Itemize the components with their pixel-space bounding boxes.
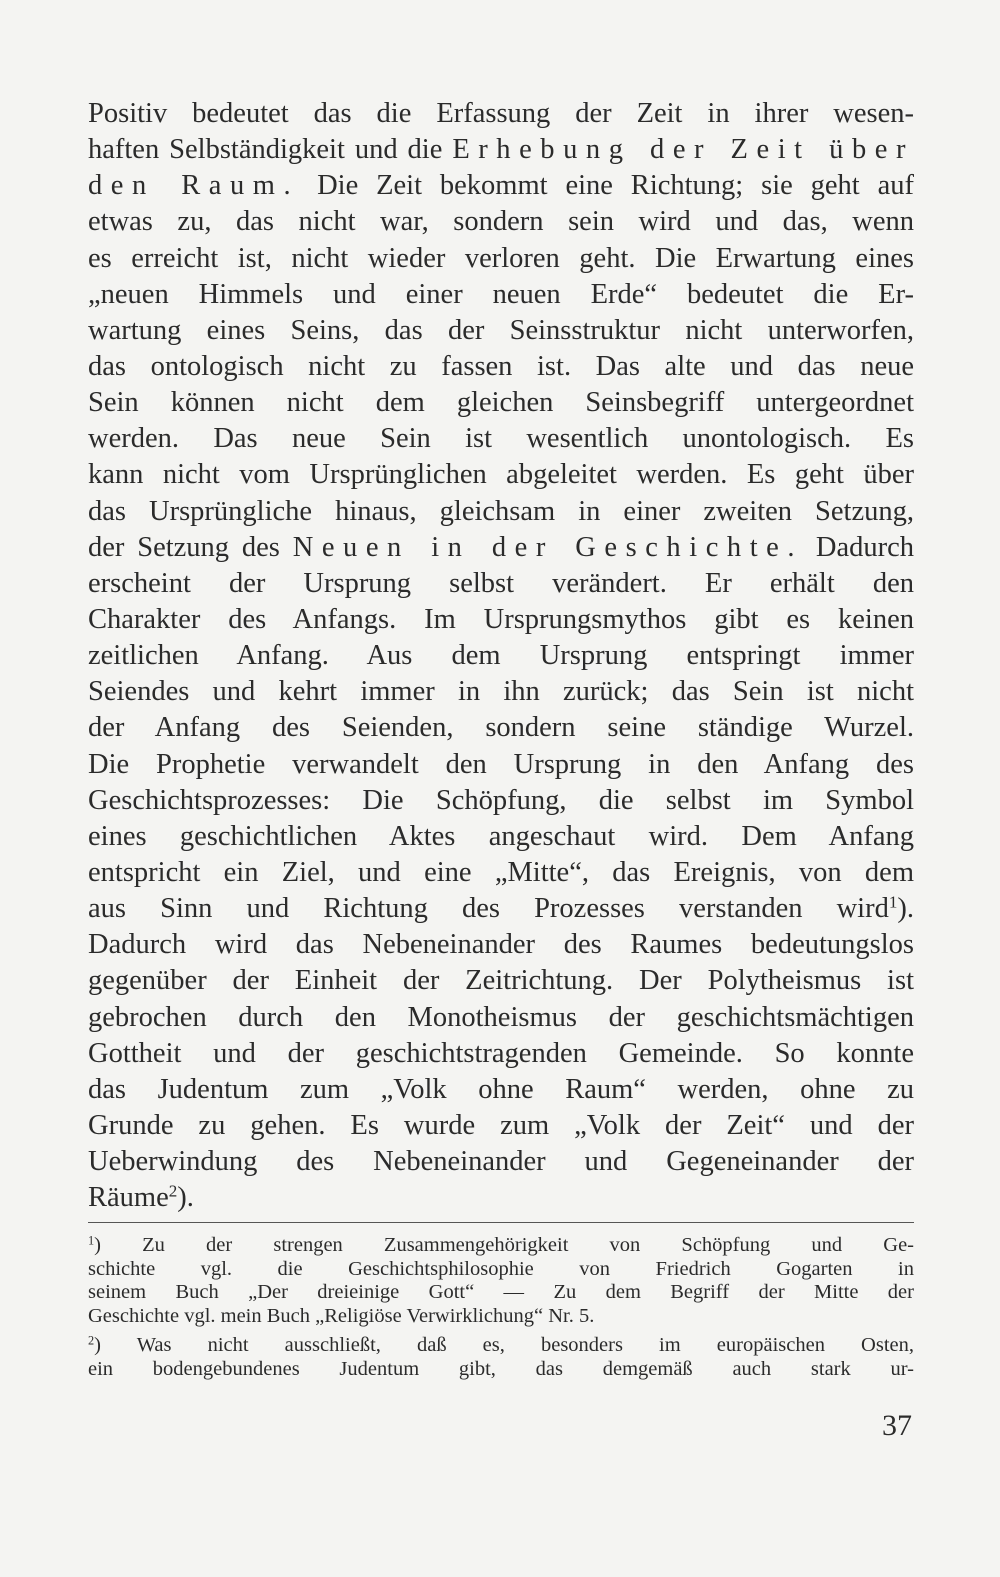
text-line: das Ursprüngliche hinaus, gleichsam in einer zweiten Setzung, (88, 495, 914, 527)
footnote-line (88, 1334, 914, 1358)
footnote-marker: 2 (88, 1333, 95, 1348)
text-line: werden. Das neue Sein ist wesentlich unontologisch. Es (88, 423, 914, 455)
footnote-marker-paren: ) (94, 1334, 137, 1357)
footnote-text: ein bodengebundenes Judentum gibt, das demgemäß auch stark ur- (88, 1357, 914, 1380)
text-line: Gottheit und der geschichtstragenden Gemeinde. So konnte (88, 1037, 914, 1069)
text-line: erscheint der Ursprung selbst verändert. Er erhält den (88, 567, 914, 599)
footnote (88, 1334, 914, 1381)
page-number: 37 (882, 1409, 912, 1442)
footnote-text: schichte vgl. die Geschichtsphilosophie von Friedrich Gogarten in (88, 1257, 914, 1280)
text-line: das Judentum zum „Volk ohne Raum“ werden, ohne zu (88, 1073, 914, 1105)
text-line (88, 530, 914, 566)
footnote-marker: 1 (88, 1233, 95, 1248)
footnote-marker-paren: ) (94, 1234, 143, 1256)
text-line: das ontologisch nicht zu fassen ist. Das alte und das neue (88, 350, 914, 382)
text-line: etwas zu, das nicht war, sondern sein wird und das, wenn (88, 206, 914, 238)
text-line (88, 1180, 914, 1216)
footnote-marker: 2 (168, 1181, 178, 1201)
text-segment: Räume (88, 1182, 169, 1214)
footnote-text: Zu der strengen Zusammengehörigkeit von Schöpfung und Ge- (142, 1234, 914, 1256)
footnote-text: Was nicht ausschließt, daß es, besonders im europäischen Osten, (136, 1334, 914, 1357)
text-line: Grunde zu gehen. Es wurde zum „Volk der Zeit“ und der (88, 1109, 914, 1141)
text-line: der Anfang des Seienden, sondern seine ständige Wurzel. (88, 712, 914, 744)
text-line: Positiv bedeutet das die Erfassung der Zeit in ihrer wesen- (88, 98, 914, 129)
text-line: Seiendes und kehrt immer in ihn zurück; das Sein ist nicht (88, 676, 914, 708)
text-line: es erreicht ist, nicht wieder verloren geht. Die Erwartung eines (88, 242, 914, 274)
text-segment: haften Selbständigkeit und die (88, 134, 453, 166)
main-text (88, 96, 914, 1216)
footnote-line (88, 1358, 914, 1382)
footnote-separator (88, 1222, 914, 1223)
footnote-line (88, 1234, 914, 1258)
text-line: kann nicht vom Ursprünglichen abgeleitet werden. Es geht über (88, 459, 914, 491)
text-segment: ). (897, 893, 914, 925)
text-segment: Dadurch (803, 531, 914, 563)
text-line: Charakter des Anfangs. Im Ursprungsmythos gibt es keinen (88, 603, 914, 635)
text-line (88, 891, 914, 927)
text-line: zeitlichen Anfang. Aus dem Ursprung entspringt immer (88, 640, 914, 672)
text-line: Dadurch wird das Nebeneinander des Raumes bedeutungslos (88, 929, 914, 961)
text-line: entspricht ein Ziel, und eine „Mitte“, das Ereignis, von dem (88, 856, 914, 888)
emphasized-spaced-text: Erhebung der Zeit über (452, 134, 914, 166)
text-line (88, 132, 914, 168)
text-line: Die Prophetie verwandelt den Ursprung in den Anfang des (88, 748, 914, 780)
text-line: gegenüber der Einheit der Zeitrichtung. Der Polytheismus ist (88, 965, 914, 997)
text-line: „neuen Himmels und einer neuen Erde“ bedeutet die Er- (88, 278, 914, 310)
footnote-marker: 1 (888, 892, 898, 912)
text-line: gebrochen durch den Monotheismus der geschichtsmächtigen (88, 1001, 914, 1033)
footnote-text: Geschichte vgl. mein Buch „Religiöse Verwirklichung“ Nr. 5. (88, 1304, 595, 1327)
text-segment: aus Sinn und Richtung des Prozesses verstanden wird (88, 893, 889, 925)
text-line: Sein können nicht dem gleichen Seinsbegriff untergeordnet (88, 387, 914, 419)
emphasized-spaced-text: den Raum. (88, 170, 300, 202)
footnotes (88, 1234, 914, 1382)
footnote-text: seinem Buch „Der dreieinige Gott“ — Zu dem Begriff der Mitte der (88, 1281, 914, 1304)
footnote-line (88, 1305, 914, 1329)
emphasized-spaced-text: Neuen in der Geschichte. (292, 531, 804, 563)
text-line: Ueberwindung des Nebeneinander und Gegeneinander der (88, 1146, 914, 1178)
text-line: eines geschichtlichen Aktes angeschaut wird. Dem Anfang (88, 820, 914, 852)
text-segment: ). (177, 1182, 194, 1214)
text-line: Geschichtsprozesses: Die Schöpfung, die selbst im Symbol (88, 784, 914, 816)
footnote-line (88, 1281, 914, 1305)
text-segment: der Setzung des (88, 531, 293, 563)
text-line (88, 168, 914, 204)
footnote-line (88, 1258, 914, 1282)
text-segment: Die Zeit bekommt eine Richtung; sie geht auf (299, 170, 914, 202)
text-line: wartung eines Seins, das der Seinsstruktur nicht unterworfen, (88, 314, 914, 346)
footnote (88, 1234, 914, 1328)
